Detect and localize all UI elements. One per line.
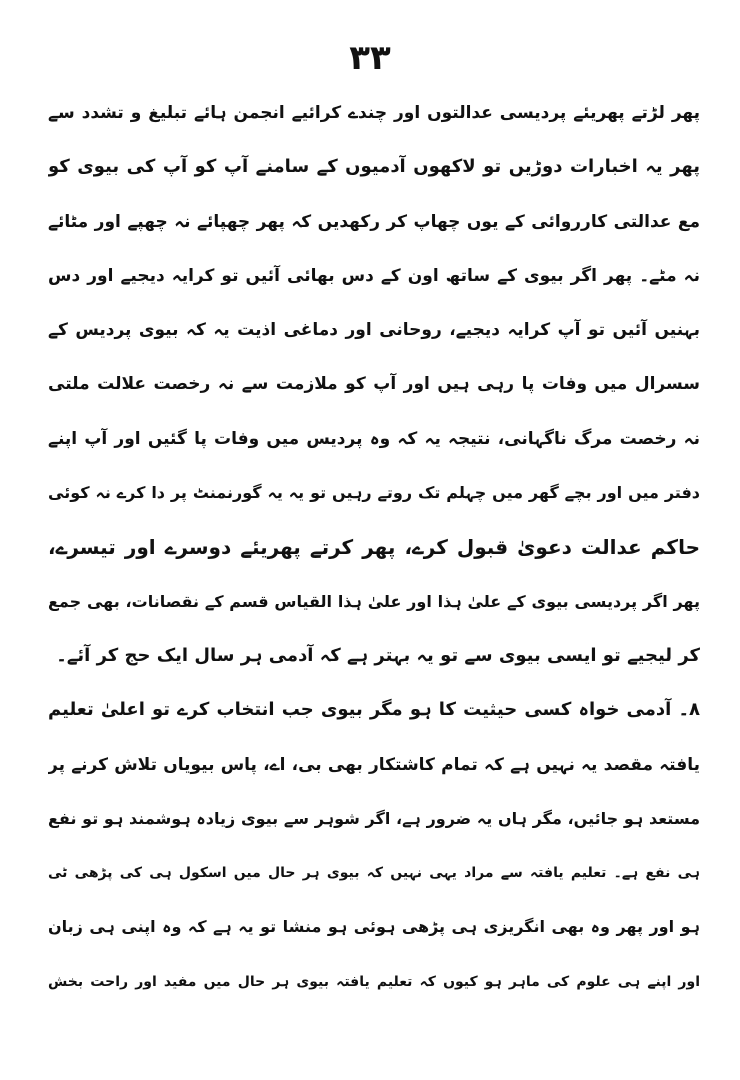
text-line: حاکم عدالت دعویٰ قبول کرے، پھر کرتے پھریئے دوسرے اور تیسرے، <box>48 535 700 560</box>
text-line: کر لیجیے تو ایسی بیوی سے تو یہ بہتر ہے کہ آدمی ہر سال ایک حج کر آئے۔ <box>56 644 700 666</box>
text-line: یافتہ مقصد یہ نہیں ہے کہ تمام کاشتکار بھی بی، اے، پاس بیویاں تلاش کرنے پر <box>48 754 700 775</box>
text-line: مستعد ہو جائیں، مگر ہاں یہ ضرور ہے، اگر شوہر سے بیوی زیادہ ہوشمند ہو تو نفع <box>48 808 700 828</box>
text-line: ہی نفع ہے۔ تعلیم یافتہ سے مراد یہی نہیں کہ بیوی ہر حال میں اسکول ہی کی پڑھی ٹی <box>48 865 700 882</box>
body-text <box>48 86 700 1009</box>
text-line: ہو اور پھر وہ بھی انگریزی ہی پڑھی ہوئی ہو منشا تو یہ ہے کہ وہ اپنی ہی زبان <box>48 917 700 937</box>
text-line: پھر لڑتے پھریئے پردیسی عدالتوں اور چندے کرائیے انجمن ہائے تبلیغ و تشدد سے <box>48 103 700 123</box>
text-line: ۸۔ آدمی خواہ کسی حیثیت کا ہو مگر بیوی جب انتخاب کرے تو اعلیٰ تعلیم <box>48 699 700 721</box>
text-line: نہ رخصت مرگ ناگہانی، نتیجہ یہ کہ وہ پردیس میں وفات پا گئیں اور آپ اپنے <box>48 428 700 449</box>
text-line: پھر یہ اخبارات دوڑیں تو لاکھوں آدمیوں کے سامنے آپ کو آپ کی بیوی کو <box>48 156 700 178</box>
text-line: دفتر میں اور بچے گھر میں چہلم تک روتے رہیں تو یہ یہ گورنمنٹ پر دا کرے نہ کوئی <box>48 483 700 503</box>
page-number: ۳۳ <box>349 38 391 78</box>
text-line: نہ مٹے۔ پھر اگر بیوی کے ساتھ اون کے دس بھائی آئیں تو کرایہ دیجیے اور دس <box>48 265 700 286</box>
text-line: مع عدالتی کارروائی کے یوں چھاپ کر رکھدیں کہ پھر چھپائے نہ چھپے اور مٹائے <box>48 211 700 232</box>
text-line: بہنیں آئیں تو آپ کرایہ دیجیے، روحانی اور دماغی اذیت یہ کہ بیوی پردیس کے <box>48 320 700 341</box>
text-line: پھر اگر پردیسی بیوی کے علیٰ ہذا اور علیٰ ہذا القیاس قسم کے نقصانات، بھی جمع <box>48 591 700 611</box>
text-line: اور اپنے ہی علوم کی ماہر ہو کیوں کہ تعلیم یافتہ بیوی ہر حال میں مفید اور راحت بخش <box>48 973 700 990</box>
text-line: سسرال میں وفات پا رہی ہیں اور آپ کو ملازمت سے نہ رخصت علالت ملتی <box>48 374 700 395</box>
